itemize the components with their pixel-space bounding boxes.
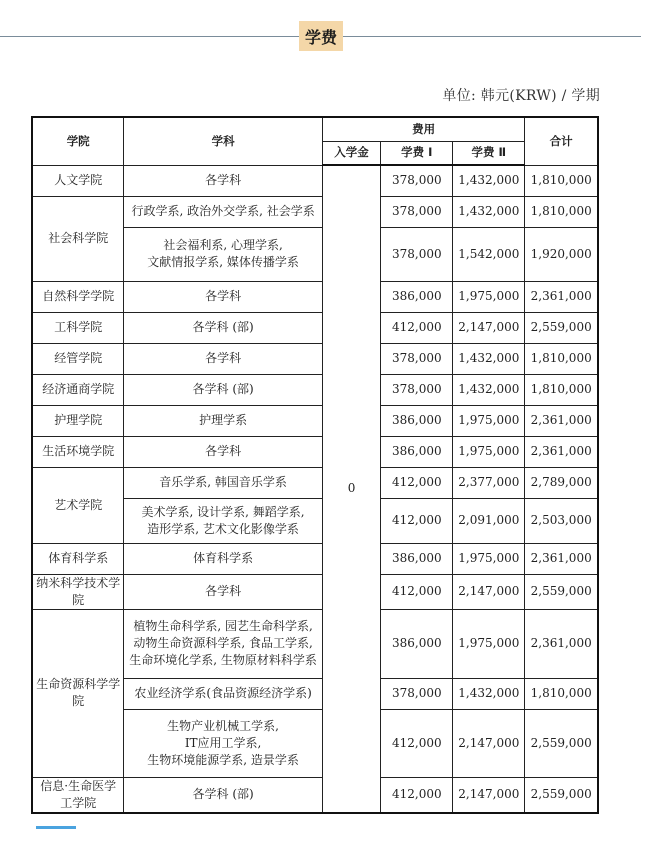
department-name: 音乐学系, 韩国音乐学系	[124, 467, 322, 498]
fee2-cell: 2,091,000	[453, 498, 525, 543]
page-title: 学费	[299, 21, 343, 51]
header-total: 合计	[525, 117, 598, 165]
table-row	[32, 196, 598, 227]
fee1-cell: 386,000	[381, 436, 453, 467]
fee1-cell: 386,000	[381, 281, 453, 312]
department-name: 各学科	[124, 281, 322, 312]
department-name: 各学科	[124, 343, 322, 374]
tuition-table	[31, 116, 599, 814]
fee1-cell: 412,000	[381, 498, 453, 543]
department-name: 各学科 (部)	[124, 312, 322, 343]
total-cell: 1,920,000	[525, 227, 598, 281]
total-cell: 2,559,000	[525, 709, 598, 777]
fee1-cell: 378,000	[381, 196, 453, 227]
footer-accent-mark	[36, 826, 76, 829]
table-row	[32, 467, 598, 498]
school-name: 社会科学院	[32, 196, 124, 281]
fee2-cell: 1,432,000	[453, 165, 525, 196]
school-name: 体育科学系	[32, 543, 124, 574]
total-cell: 2,503,000	[525, 498, 598, 543]
fee2-cell: 2,147,000	[453, 709, 525, 777]
department-name: 农业经济学系(食品资源经济学系)	[124, 678, 322, 709]
fee1-cell: 412,000	[381, 574, 453, 609]
total-cell: 1,810,000	[525, 343, 598, 374]
department-name: 美术学系, 设计学系, 舞蹈学系, 造形学系, 艺术文化影像学系	[124, 498, 322, 543]
fee2-cell: 1,432,000	[453, 343, 525, 374]
school-name: 工科学院	[32, 312, 124, 343]
fee2-cell: 1,432,000	[453, 374, 525, 405]
total-cell: 1,810,000	[525, 196, 598, 227]
fee1-cell: 412,000	[381, 312, 453, 343]
school-name: 生活环境学院	[32, 436, 124, 467]
department-name: 各学科	[124, 574, 322, 609]
total-cell: 1,810,000	[525, 165, 598, 196]
fee1-cell: 378,000	[381, 227, 453, 281]
total-cell: 2,559,000	[525, 777, 598, 813]
table-row	[32, 312, 598, 343]
table-row	[32, 436, 598, 467]
table-row	[32, 609, 598, 678]
fee2-cell: 1,975,000	[453, 281, 525, 312]
fee2-cell: 2,147,000	[453, 574, 525, 609]
total-cell: 2,361,000	[525, 405, 598, 436]
school-name: 护理学院	[32, 405, 124, 436]
department-name: 护理学系	[124, 405, 322, 436]
table-row	[32, 405, 598, 436]
header-fees: 费用	[322, 117, 525, 141]
table-row	[32, 777, 598, 813]
fee1-cell: 412,000	[381, 467, 453, 498]
header-fee1: 学费 Ⅰ	[381, 141, 453, 165]
total-cell: 2,361,000	[525, 436, 598, 467]
fee2-cell: 2,377,000	[453, 467, 525, 498]
header-department: 学科	[124, 117, 322, 165]
school-name: 纳米科学技术学院	[32, 574, 124, 609]
fee1-cell: 386,000	[381, 609, 453, 678]
fee2-cell: 1,975,000	[453, 405, 525, 436]
school-name: 人文学院	[32, 165, 124, 196]
department-name: 体育科学系	[124, 543, 322, 574]
fee1-cell: 412,000	[381, 709, 453, 777]
entrance-fee: 0	[322, 165, 380, 813]
school-name: 自然科学学院	[32, 281, 124, 312]
school-name: 经济通商学院	[32, 374, 124, 405]
fee1-cell: 386,000	[381, 405, 453, 436]
fee2-cell: 2,147,000	[453, 777, 525, 813]
header-school: 学院	[32, 117, 124, 165]
total-cell: 2,789,000	[525, 467, 598, 498]
department-name: 社会福利系, 心理学系, 文献情报学系, 媒体传播学系	[124, 227, 322, 281]
total-cell: 2,361,000	[525, 543, 598, 574]
department-name: 生物产业机械工学系, IT应用工学系, 生物环境能源学系, 造景学系	[124, 709, 322, 777]
fee2-cell: 2,147,000	[453, 312, 525, 343]
fee2-cell: 1,432,000	[453, 678, 525, 709]
department-name: 植物生命科学系, 园艺生命科学系, 动物生命资源科学系, 食品工学系, 生命环境化学系, 生物原材料科学系	[124, 609, 322, 678]
total-cell: 1,810,000	[525, 678, 598, 709]
unit-note: 单位: 韩元(KRW) / 学期	[442, 88, 600, 104]
total-cell: 2,361,000	[525, 609, 598, 678]
school-name: 信息·生命医学工学院	[32, 777, 124, 813]
fee1-cell: 412,000	[381, 777, 453, 813]
total-cell: 2,559,000	[525, 574, 598, 609]
table-row	[32, 343, 598, 374]
school-name: 艺术学院	[32, 467, 124, 543]
fee2-cell: 1,975,000	[453, 609, 525, 678]
fee2-cell: 1,542,000	[453, 227, 525, 281]
table-row	[32, 281, 598, 312]
fee1-cell: 378,000	[381, 165, 453, 196]
department-name: 各学科	[124, 436, 322, 467]
total-cell: 1,810,000	[525, 374, 598, 405]
department-name: 各学科 (部)	[124, 777, 322, 813]
school-name: 经管学院	[32, 343, 124, 374]
fee1-cell: 386,000	[381, 543, 453, 574]
table-row	[32, 374, 598, 405]
header-fee2: 学费 Ⅱ	[453, 141, 525, 165]
table-row	[32, 543, 598, 574]
department-name: 行政学系, 政治外交学系, 社会学系	[124, 196, 322, 227]
fee1-cell: 378,000	[381, 678, 453, 709]
school-name: 生命资源科学学院	[32, 609, 124, 777]
total-cell: 2,361,000	[525, 281, 598, 312]
fee1-cell: 378,000	[381, 343, 453, 374]
table-row	[32, 574, 598, 609]
total-cell: 2,559,000	[525, 312, 598, 343]
header-entrance: 入学金	[322, 141, 380, 165]
fee2-cell: 1,975,000	[453, 543, 525, 574]
fee2-cell: 1,432,000	[453, 196, 525, 227]
fee1-cell: 378,000	[381, 374, 453, 405]
table-row	[32, 165, 598, 196]
department-name: 各学科	[124, 165, 322, 196]
fee2-cell: 1,975,000	[453, 436, 525, 467]
department-name: 各学科 (部)	[124, 374, 322, 405]
